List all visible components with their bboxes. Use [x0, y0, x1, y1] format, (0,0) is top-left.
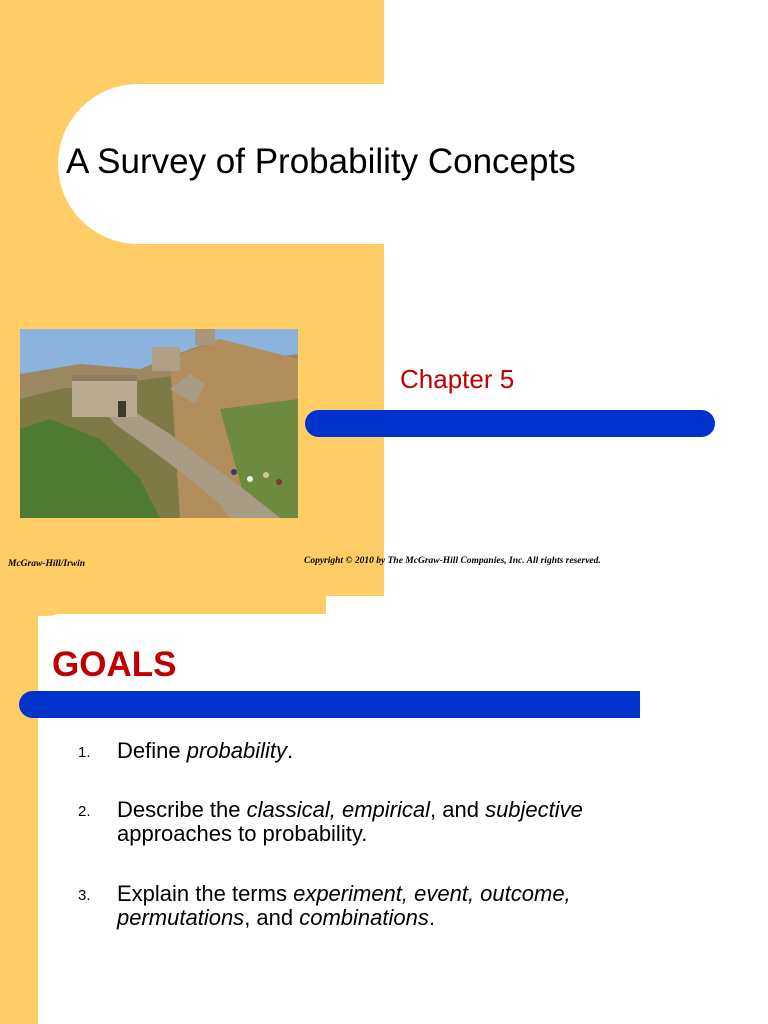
great-wall-photo — [20, 329, 298, 518]
goal-text-segment: Explain the terms — [117, 881, 294, 906]
goal-number: 2. — [78, 803, 91, 820]
goal-text-segment: approaches to probability. — [117, 821, 368, 846]
goal-number: 3. — [78, 887, 91, 904]
goal-number: 1. — [78, 744, 91, 761]
slide2-top-strip — [0, 596, 326, 616]
goal-text-segment: Describe the — [117, 797, 247, 822]
goal-text — [117, 882, 667, 930]
goal-term: experiment, event, outcome, permutations — [117, 881, 571, 930]
goal-item — [78, 882, 738, 930]
goal-term: combinations — [299, 905, 429, 930]
goal-term: subjective — [485, 797, 583, 822]
goals-heading: GOALS — [52, 645, 177, 684]
goals-accent-bar — [19, 691, 640, 718]
goal-text — [117, 739, 293, 765]
goal-text-segment: , and — [244, 905, 300, 930]
goal-item — [78, 739, 738, 765]
goal-text-segment: , and — [430, 797, 486, 822]
publisher-label: McGraw-Hill/Irwin — [8, 559, 86, 569]
slide2-side-panel — [0, 596, 38, 1024]
goal-text-segment: . — [287, 738, 294, 763]
goal-text-segment: . — [428, 905, 435, 930]
goal-term: classical, empirical — [246, 797, 431, 822]
accent-bar — [305, 410, 715, 437]
goal-text-segment: Define — [117, 738, 187, 763]
goal-text — [117, 798, 687, 846]
slide-title: A Survey of Probability Concepts — [66, 142, 576, 181]
chapter-label: Chapter 5 — [400, 364, 515, 394]
copyright-notice: Copyright © 2010 by The McGraw-Hill Companies, Inc. All rights reserved. — [304, 556, 601, 566]
goal-term: probability — [186, 738, 287, 763]
goal-item — [78, 798, 738, 846]
